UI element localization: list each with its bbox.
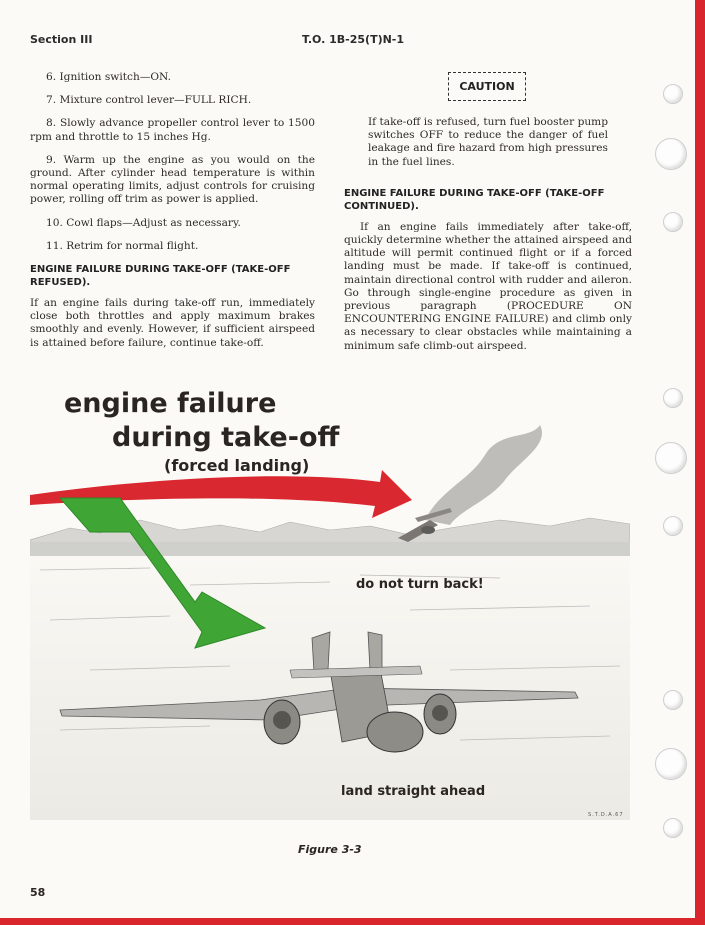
step-11: 11. Retrim for normal flight. <box>46 239 199 252</box>
figure-title-line1: engine failure <box>64 388 277 419</box>
label-land-straight-ahead: land straight ahead <box>341 784 486 799</box>
section-header: Section III <box>30 33 93 46</box>
step-8: 8. Slowly advance propeller control lever to 1500 rpm and throttle to 15 inches Hg. <box>30 117 315 143</box>
document-id: T.O. 1B-25(T)N-1 <box>302 33 405 46</box>
figure-subtitle: (forced landing) <box>164 456 310 475</box>
binder-hole <box>663 818 683 838</box>
figure-title-line2: during take-off <box>112 422 340 453</box>
caution-box: CAUTION <box>448 72 526 101</box>
heading-takeoff-continued: ENGINE FAILURE DURING TAKE-OFF (TAKE-OFF CONTINUED). <box>344 187 605 212</box>
binder-hole <box>655 138 687 170</box>
figure-illustration <box>30 370 630 820</box>
binder-hole <box>655 748 687 780</box>
step-6: 6. Ignition switch—ON. <box>46 71 172 83</box>
paragraph-takeoff-continued: If an engine fails immediately after take-off, quickly determine whether the attained airspeed and altitude will permit continued flight or if a forced landing must be made. If take-off is continued, maintain directional control with rudder and aileron. Go through single-engine procedure as given in previous paragraph (PROCEDURE ON ENCOUNTERING ENGINE FAILURE) and climb only as necessary to clear obstacles while maintaining a minimum safe climb-out airspeed. <box>344 220 632 352</box>
binder-hole <box>663 516 683 536</box>
paragraph-takeoff-refused: If an engine fails during take-off run, immediately close both throttles and apply maximum brakes smoothly and evenly. However, if sufficient airspeed is attained before failure, continue take-off. <box>30 297 315 349</box>
binder-hole <box>663 212 683 232</box>
binder-hole <box>655 442 687 474</box>
step-7: 7. Mixture control lever—FULL RICH. <box>46 94 252 107</box>
left-column <box>30 71 315 360</box>
printer-mark: S.T.D.A.67 <box>588 812 624 818</box>
binder-hole <box>663 388 683 408</box>
label-do-not-turn-back: do not turn back! <box>356 577 484 592</box>
horizon-strip <box>30 542 630 556</box>
right-column <box>344 116 632 363</box>
caution-text: If take-off is refused, turn fuel booster pump switches OFF to reduce the danger of fuel leakage and fire hazard from high pressures in the fuel lines. <box>368 116 608 168</box>
step-9: 9. Warm up the engine as you would on the ground. After cylinder head temperature is within normal operating limits, adjust controls for cruising power, rolling off trim as power is applied. <box>30 153 315 206</box>
page-number: 58 <box>30 886 46 899</box>
figure-caption: Figure 3-3 <box>298 843 362 856</box>
step-10: 10. Cowl flaps—Adjust as necessary. <box>46 216 241 229</box>
smoke-plume <box>425 425 542 525</box>
binder-hole <box>663 84 683 104</box>
heading-takeoff-refused: ENGINE FAILURE DURING TAKE-OFF (TAKE-OFF REFUSED). <box>30 264 291 289</box>
binder-hole <box>663 690 683 710</box>
